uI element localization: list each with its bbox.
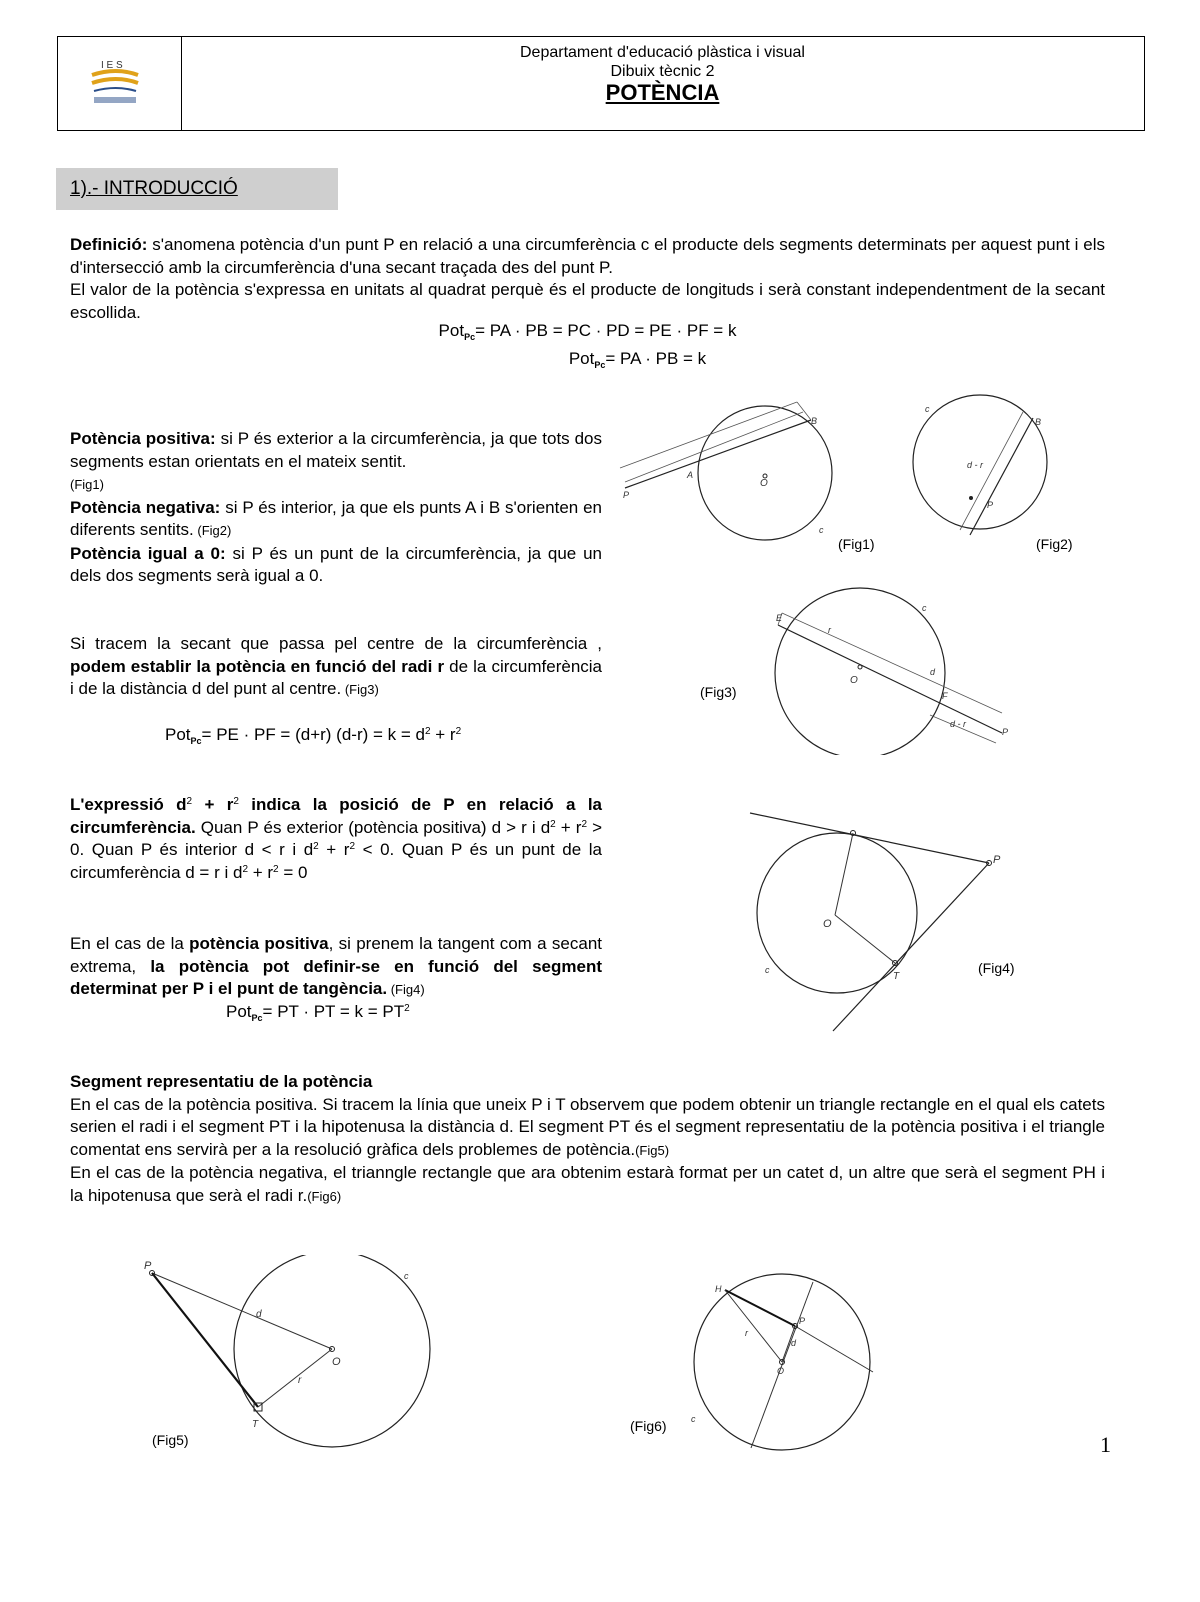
positive-label: Potència positiva:: [70, 429, 216, 448]
figure-6-diagram: [685, 1270, 885, 1455]
figure-6-caption: (Fig6): [630, 1418, 667, 1434]
svg-text:c: c: [765, 965, 770, 975]
svg-text:F: F: [942, 691, 948, 701]
svg-text:d: d: [256, 1309, 262, 1320]
page-number: 1: [1100, 1432, 1111, 1457]
svg-text:O: O: [332, 1356, 341, 1368]
figure-2-caption: (Fig2): [1036, 536, 1073, 552]
section-title: 1).- INTRODUCCIÓ: [70, 178, 238, 199]
segment-section: Segment representatiu de la potència En el cas de la potència positiva. Si tracem la línia que uneix P i T observem que podem obtenir un triangle rectangle en el qual els catets serien el radi i el segment PT i la hipotenusa la distància d. El segment PT és el segment representatiu de la potència positiva i el triangle comentat ens servirà per a la resolució gràfica dels problemes de potència.(Fig5) En el cas de la potència negativa, el trianngle rectangle que ara obtenim estarà format per un catet d, un altre que serà el segment PH i la hipotenusa que serà el radi r.(Fig6): [70, 1072, 1105, 1205]
figure-2-diagram: [905, 390, 1055, 540]
svg-text:T: T: [252, 1419, 259, 1430]
svg-text:T: T: [893, 971, 900, 982]
svg-text:c: c: [925, 404, 930, 414]
figure-4-caption: (Fig4): [978, 960, 1015, 976]
figure-3-caption: (Fig3): [700, 684, 737, 700]
figure-3-diagram: [770, 585, 1015, 755]
svg-text:c: c: [922, 603, 927, 613]
svg-text:r: r: [745, 1328, 748, 1338]
svg-text:c: c: [819, 525, 824, 535]
svg-text:A: A: [687, 470, 694, 480]
figure-1-caption: (Fig1): [838, 536, 875, 552]
svg-text:P: P: [1002, 727, 1009, 737]
radius-paragraph: Si tracem la secant que passa pel centre de la circumferència , podem establir la potència en funció del radi r de la circumferència i de la distància d del punt al centre. (Fig3): [70, 634, 603, 698]
expression-paragraph: L'expressió $d^2 + r^2$ indica la posició de P en relació a la circumferència. Quan P és exterior (potència positiva) d > r i $d^2 + r^2 > 0$. Quan P és interior d < r i $d^2 + r^2 < 0$. Quan P és un punt de la circumferència d = r i $d^2 + r^2 = 0$: [70, 795, 603, 882]
figure-5-diagram: [140, 1255, 440, 1455]
svg-text:d - r: d - r: [967, 460, 984, 470]
svg-text:E: E: [776, 613, 783, 623]
svg-text:c: c: [691, 1414, 696, 1424]
subject-name: Dibuix tècnic 2: [610, 63, 715, 80]
svg-text:P: P: [144, 1260, 152, 1272]
definition-label: Definició:: [70, 235, 148, 254]
svg-text:B: B: [1035, 417, 1042, 427]
formula-2: Pot$_{Pc}$= PA · PB = k: [568, 349, 707, 370]
svg-text:d: d: [930, 667, 936, 677]
svg-text:H: H: [715, 1284, 722, 1294]
definition-text-2: El valor de la potència s'expressa en unitats al quadrat perquè és el producte de longituds i serà constant independentment de la secant escollida.: [70, 280, 1105, 322]
svg-text:O: O: [777, 1366, 785, 1376]
svg-text:d: d: [791, 1338, 797, 1348]
logo-icon: [58, 37, 181, 132]
potencies-paragraph: Potència positiva: si P és exterior a la circumferència, ja que tots dos segments estan orientats en el mateix sentit. (Fig1) Potència negativa: si P és interior, ja que els punts A i B s'orienten en diferents sentits. (Fig2) Potència igual a 0: si P és un punt de la circumferència, ja que un dels dos segments serà igual a 0.: [70, 429, 603, 585]
svg-text:O: O: [823, 918, 832, 930]
negative-label: Potència negativa:: [70, 497, 221, 517]
formula-1: Pot$_{Pc}$= PA · PB = PC · PD = PE · PF = k: [438, 321, 737, 342]
page-title: POTÈNCIA: [605, 80, 720, 105]
svg-text:O: O: [760, 478, 768, 489]
radius-formula: Pot$_{Pc}$= PE · PF = (d+r) $(d-r) = k = d^2 + r^2$: [165, 725, 462, 746]
svg-text:P: P: [993, 854, 1001, 866]
definition-paragraph: [70, 234, 1105, 324]
figure-4-diagram: [745, 805, 1015, 1035]
zero-label: Potència igual a 0:: [70, 543, 226, 563]
school-logo: [58, 37, 182, 130]
tangent-formula: Pot$_{Pc}$= PT · PT = $k = PT^2$: [226, 1002, 410, 1023]
svg-text:B: B: [811, 416, 818, 426]
svg-text:P: P: [799, 1316, 806, 1326]
svg-text:r: r: [298, 1375, 302, 1386]
header-box: [57, 36, 1145, 131]
svg-text:P: P: [623, 490, 630, 500]
svg-text:d - r: d - r: [950, 719, 967, 729]
department-name: Departament d'educació plàstica i visual: [520, 44, 805, 61]
svg-text:O: O: [850, 675, 858, 686]
svg-text:P: P: [987, 500, 994, 510]
header-text: [181, 43, 1144, 105]
svg-text:c: c: [404, 1271, 409, 1281]
section-heading: [56, 168, 338, 210]
tangent-paragraph: En el cas de la potència positiva, si prenem la tangent com a secant extrema, la potència pot definir-se en funció del segment determinat per P i el punt de tangència. (Fig4): [70, 934, 602, 998]
figure-1-diagram: [615, 390, 845, 550]
figure-5-caption: (Fig5): [152, 1432, 189, 1448]
segment-title: Segment representatiu de la potència: [70, 1072, 373, 1091]
logo-text: I E S: [101, 60, 123, 71]
definition-text: s'anomena potència d'un punt P en relació a una circumferència c el producte dels segments determinats per aquest punt i els d'intersecció amb la circumferència d'una secant traçada des del punt P.: [70, 235, 1105, 277]
svg-text:r: r: [828, 625, 831, 635]
